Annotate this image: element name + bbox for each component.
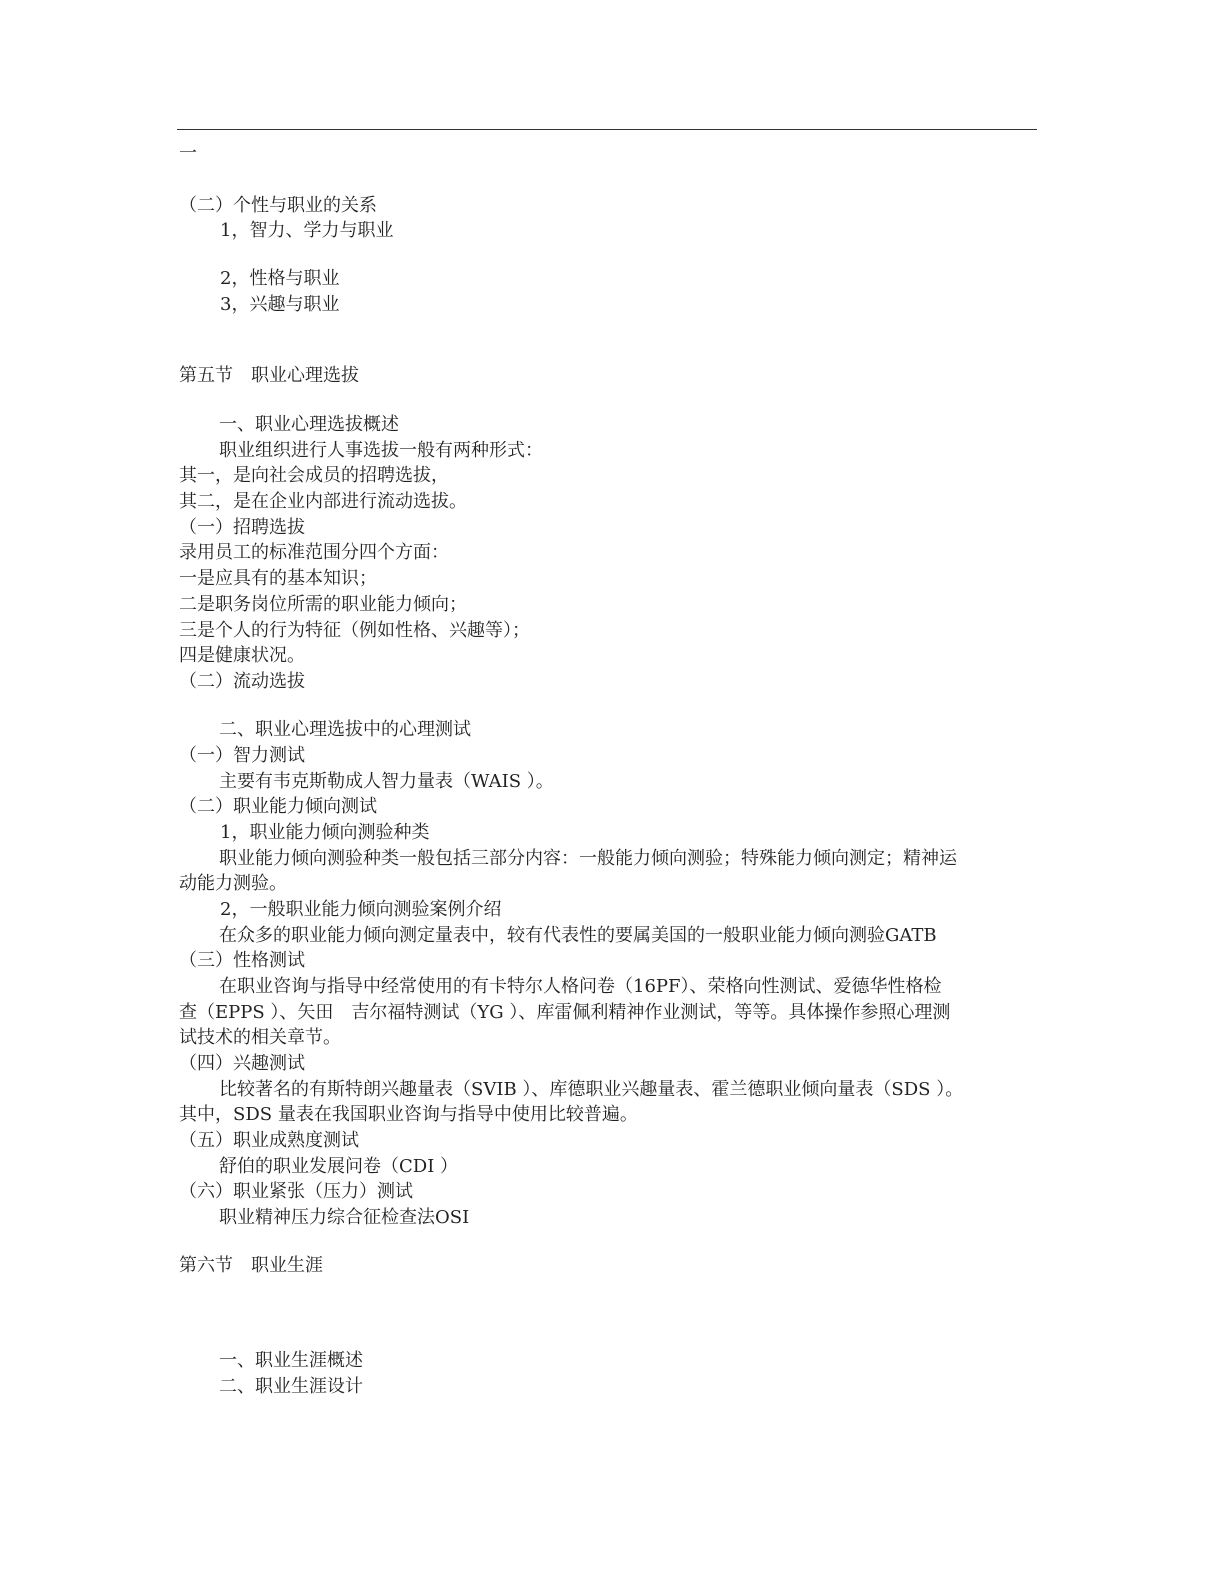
text-line: （一）招聘选拔: [179, 517, 305, 538]
text-line: 二、职业生涯设计: [219, 1376, 363, 1397]
text-line: （一）智力测试: [179, 745, 305, 766]
text-line: 其中，SDS 量表在我国职业咨询与指导中使用比较普遍。: [179, 1104, 638, 1125]
text-line: （二）职业能力倾向测试: [179, 796, 377, 817]
text-line: （五）职业成熟度测试: [179, 1130, 359, 1151]
header-mark: 一: [179, 143, 197, 164]
text-line: 其二，是在企业内部进行流动选拔。: [179, 491, 467, 512]
text-line: 一是应具有的基本知识；: [179, 568, 377, 589]
text-line: 职业能力倾向测验种类一般包括三部分内容：一般能力倾向测验；特殊能力倾向测定；精神运: [219, 848, 957, 869]
text-line: 主要有韦克斯勒成人智力量表（WAIS ）。: [219, 771, 554, 792]
text-line: 1，职业能力倾向测验种类: [220, 822, 430, 843]
text-line: （四）兴趣测试: [179, 1053, 305, 1074]
text-line: 第五节 职业心理选拔: [179, 365, 359, 386]
text-line: 查（EPPS ）、矢田 吉尔福特测试（YG ）、库雷佩利精神作业测试，等等。具体操作参照心理测: [179, 1002, 951, 1023]
text-line: 三是个人的行为特征（例如性格、兴趣等）；: [179, 620, 530, 641]
text-line: 3，兴趣与职业: [220, 294, 340, 315]
text-line: （二）个性与职业的关系: [179, 195, 377, 216]
text-line: （六）职业紧张（压力）测试: [179, 1181, 413, 1202]
text-line: 二是职务岗位所需的职业能力倾向；: [179, 594, 467, 615]
text-line: 1，智力、学力与职业: [220, 220, 394, 241]
text-line: 2，性格与职业: [220, 268, 340, 289]
text-line: 比较著名的有斯特朗兴趣量表（SVIB ）、库德职业兴趣量表、霍兰德职业倾向量表（SDS ）。: [219, 1079, 964, 1100]
text-line: 试技术的相关章节。: [179, 1027, 341, 1048]
text-line: 录用员工的标准范围分四个方面：: [179, 542, 449, 563]
text-line: （三）性格测试: [179, 950, 305, 971]
text-line: 二、职业心理选拔中的心理测试: [219, 719, 471, 740]
header-rule: [177, 129, 1037, 130]
text-line: （二）流动选拔: [179, 671, 305, 692]
text-line: 在众多的职业能力倾向测定量表中，较有代表性的要属美国的一般职业能力倾向测验GATB: [219, 925, 937, 946]
text-line: 职业精神压力综合征检查法OSI: [219, 1207, 470, 1228]
text-line: 动能力测验。: [179, 873, 287, 894]
text-line: 在职业咨询与指导中经常使用的有卡特尔人格问卷（16PF）、荣格向性测试、爱德华性格检: [219, 976, 942, 997]
text-line: 职业组织进行人事选拔一般有两种形式：: [219, 440, 543, 461]
text-line: 舒伯的职业发展问卷（CDI ）: [219, 1156, 459, 1177]
text-line: 一、职业心理选拔概述: [219, 414, 399, 435]
text-line: 其一，是向社会成员的招聘选拔，: [179, 465, 449, 486]
text-line: 2，一般职业能力倾向测验案例介绍: [220, 899, 502, 920]
text-line: 第六节 职业生涯: [179, 1255, 323, 1276]
text-line: 四是健康状况。: [179, 645, 305, 666]
text-line: 一、职业生涯概述: [219, 1350, 363, 1371]
